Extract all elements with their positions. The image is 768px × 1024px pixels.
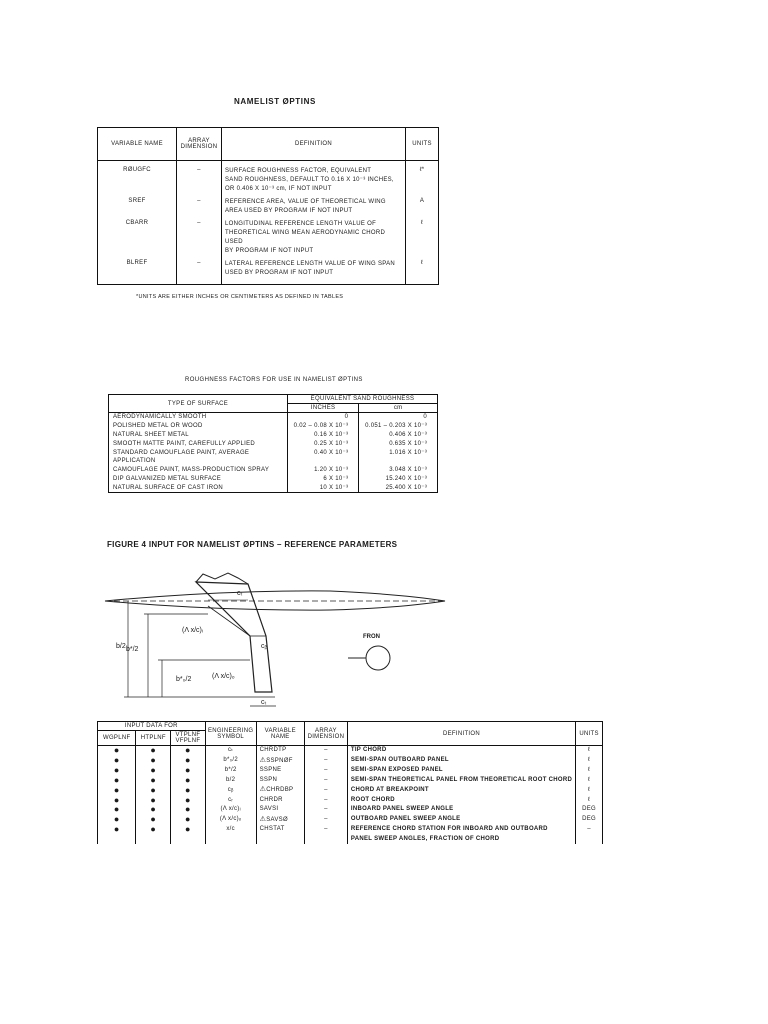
units: ℓ* <box>406 161 439 197</box>
surface-type: AERODYNAMICALLY SMOOTH <box>109 413 288 422</box>
front-view-circle <box>366 646 390 670</box>
surface-type: APPLICATION <box>109 457 288 465</box>
definition <box>222 218 406 258</box>
variable-name <box>256 825 304 835</box>
variable-name <box>256 756 304 767</box>
spacer-cell <box>177 280 222 285</box>
warning-triangle-icon: ⚠ <box>259 815 267 823</box>
col-inches: INCHES <box>288 404 359 413</box>
applies-bullet: ● <box>98 746 136 756</box>
col-definition: DEFINITION <box>347 722 575 746</box>
roughness-inches: 0.16 X 10⁻³ <box>288 430 359 439</box>
applies-bullet <box>98 835 136 845</box>
input-row <box>98 776 603 786</box>
roughness-inches: 0 <box>288 413 359 422</box>
surface-type: CAMOUFLAGE PAINT, MASS-PRODUCTION SPRAY <box>109 465 288 474</box>
variable-name-text: CHSTAT <box>259 826 285 832</box>
applies-bullet <box>171 835 206 845</box>
definition: TIP CHORD <box>347 746 575 756</box>
roughness-cm: 1.016 X 10⁻³ <box>359 448 438 457</box>
roughness-cm: 0 <box>359 413 438 422</box>
variable-name-text: SAVSI <box>259 806 279 812</box>
col-engineering-symbol: ENGINEERING SYMBOL <box>205 722 256 746</box>
roughness-inches <box>288 457 359 465</box>
roughness-cm: 25.400 X 10⁻³ <box>359 483 438 493</box>
variable-name-text: CHRDTP <box>259 747 287 753</box>
definition <box>222 196 406 218</box>
variable-name: CBARR <box>98 218 177 258</box>
variable-name: BLREF <box>98 258 177 280</box>
variable-name-text: SAVSØ <box>266 816 288 823</box>
spacer-cell <box>98 280 177 285</box>
definition: REFERENCE CHORD STATION FOR INBOARD AND OUTBOARD <box>347 825 575 835</box>
engineering-symbol: x/c <box>205 825 256 835</box>
label-bstar2: b*/2 <box>126 646 139 653</box>
roughness-row <box>109 474 438 483</box>
roughness-row <box>109 483 438 493</box>
inboard-edge <box>208 606 250 636</box>
definition: PANEL SWEEP ANGLES, FRACTION OF CHORD <box>347 835 575 845</box>
input-row <box>98 825 603 835</box>
definition: ROOT CHORD <box>347 796 575 806</box>
surface-type: STANDARD CAMOUFLAGE PAINT, AVERAGE <box>109 448 288 457</box>
roughness-inches: 10 X 10⁻³ <box>288 483 359 493</box>
applies-bullet: ● <box>136 776 171 786</box>
label-lambda-i: (Λ x/c)ᵢ <box>182 627 203 634</box>
engineering-symbol: (Λ x/c)ₒ <box>205 815 256 826</box>
roughness-row <box>109 448 438 457</box>
label-front: FRON <box>363 634 380 640</box>
surface-type: NATURAL SHEET METAL <box>109 430 288 439</box>
namelist-row <box>98 196 439 218</box>
col-definition: DEFINITION <box>222 128 406 161</box>
definition-line: SAND ROUGHNESS, DEFAULT TO 0.16 X 10⁻³ INCHES, <box>225 177 394 183</box>
variable-name <box>256 746 304 756</box>
roughness-inches: 0.02 – 0.08 X 10⁻³ <box>288 421 359 430</box>
applies-bullet: ● <box>171 785 206 796</box>
variable-name-text: SSPNØF <box>266 757 293 764</box>
surface-type: DIP GALVANIZED METAL SURFACE <box>109 474 288 483</box>
units: DEG <box>576 805 603 815</box>
col-units: UNITS <box>576 722 603 746</box>
units <box>576 835 603 845</box>
label-lambda-o: (Λ x/c)ₒ <box>212 673 235 680</box>
col-input-data-for: INPUT DATA FOR <box>98 722 206 731</box>
col-array-dimension: ARRAY DIMENSION <box>304 722 347 746</box>
figure-caption: FIGURE 4 INPUT FOR NAMELIST ØPTINS – REFERENCE PARAMETERS <box>107 540 398 549</box>
applies-bullet: ● <box>171 776 206 786</box>
units: ℓ <box>576 766 603 776</box>
input-data-table <box>97 721 603 844</box>
array-dimension: – <box>304 785 347 796</box>
applies-bullet: ● <box>98 756 136 767</box>
engineering-symbol: cᵣ <box>205 796 256 806</box>
fuselage-outline <box>105 591 445 610</box>
variable-name <box>256 805 304 815</box>
table-spacer <box>98 280 439 285</box>
roughness-row <box>109 413 438 422</box>
definition-line: AREA USED BY PROGRAM IF NOT INPUT <box>225 208 353 214</box>
definition-line: SURFACE ROUGHNESS FACTOR, EQUIVALENT <box>225 168 372 174</box>
engineering-symbol: b*/2 <box>205 766 256 776</box>
definition-line: BY PROGRAM IF NOT INPUT <box>225 248 314 254</box>
applies-bullet: ● <box>171 825 206 835</box>
input-row <box>98 756 603 767</box>
roughness-cm: 0.635 X 10⁻³ <box>359 439 438 448</box>
units: A <box>406 196 439 218</box>
surface-type: POLISHED METAL OR WOOD <box>109 421 288 430</box>
namelist-title: NAMELIST ØPTINS <box>234 97 316 106</box>
namelist-row <box>98 161 439 197</box>
definition: SEMI-SPAN OUTBOARD PANEL <box>347 756 575 767</box>
applies-bullet: ● <box>98 785 136 796</box>
input-row <box>98 796 603 806</box>
units: ℓ <box>406 218 439 258</box>
roughness-row <box>109 465 438 474</box>
applies-bullet: ● <box>136 766 171 776</box>
variable-name <box>256 776 304 786</box>
roughness-row <box>109 439 438 448</box>
units: DEG <box>576 815 603 826</box>
roughness-inches: 0.25 X 10⁻³ <box>288 439 359 448</box>
definition: OUTBOARD PANEL SWEEP ANGLE <box>347 815 575 826</box>
array-dimension: – <box>177 196 222 218</box>
warning-triangle-icon: ⚠ <box>259 786 267 793</box>
units: ℓ <box>576 776 603 786</box>
label-b2: b/2 <box>116 643 126 650</box>
variable-name-text: SSPNE <box>259 767 282 773</box>
applies-bullet <box>136 835 171 845</box>
engineering-symbol: b/2 <box>205 776 256 786</box>
definition: SEMI-SPAN THEORETICAL PANEL FROM THEORETICAL ROOT CHORD <box>347 776 575 786</box>
definition: CHORD AT BREAKPOINT <box>347 785 575 796</box>
variable-name: SREF <box>98 196 177 218</box>
roughness-cm: 3.048 X 10⁻³ <box>359 465 438 474</box>
label-bstar-o2: b*₀/2 <box>176 676 192 683</box>
applies-bullet: ● <box>98 815 136 826</box>
array-dimension: – <box>304 746 347 756</box>
label-ct-bottom: cₜ <box>261 699 267 706</box>
roughness-inches: 6 X 10⁻³ <box>288 474 359 483</box>
applies-bullet: ● <box>136 825 171 835</box>
array-dimension: – <box>304 756 347 767</box>
roughness-cm: 0.406 X 10⁻³ <box>359 430 438 439</box>
roughness-row <box>109 430 438 439</box>
variable-name-text: CHRDBP <box>266 787 294 793</box>
units: – <box>576 825 603 835</box>
variable-name-text: CHRDR <box>259 796 283 803</box>
surface-type: SMOOTH MATTE PAINT, CAREFULLY APPLIED <box>109 439 288 448</box>
input-row <box>98 835 603 845</box>
applies-bullet: ● <box>171 815 206 826</box>
units: ℓ <box>576 756 603 767</box>
applies-bullet: ● <box>171 746 206 756</box>
applies-bullet: ● <box>136 785 171 796</box>
applies-bullet: ● <box>171 796 206 806</box>
input-row <box>98 785 603 796</box>
roughness-table <box>108 394 438 493</box>
roughness-inches: 0.40 X 10⁻³ <box>288 448 359 457</box>
units: ℓ <box>576 746 603 756</box>
definition <box>222 258 406 280</box>
array-dimension: – <box>304 825 347 835</box>
engineering-symbol <box>205 835 256 845</box>
engineering-symbol: (Λ x/c)ᵢ <box>205 805 256 815</box>
roughness-cm: 15.240 X 10⁻³ <box>359 474 438 483</box>
col-variable-name: VARIABLE NAME <box>98 128 177 161</box>
roughness-row <box>109 421 438 430</box>
variable-name <box>256 766 304 776</box>
roughness-inches: 1.20 X 10⁻³ <box>288 465 359 474</box>
variable-name <box>256 785 304 796</box>
variable-name <box>256 815 304 826</box>
applies-bullet: ● <box>136 796 171 806</box>
col-variable-name: VARIABLE NAME <box>256 722 304 746</box>
col-wgplnf: WGPLNF <box>98 731 136 746</box>
namelist-row <box>98 218 439 258</box>
variable-name: RØUGFC <box>98 161 177 197</box>
array-dimension: – <box>177 161 222 197</box>
roughness-row <box>109 457 438 465</box>
definition: SEMI-SPAN EXPOSED PANEL <box>347 766 575 776</box>
col-vtplnf: VTPLNF VFPLNF <box>171 731 206 746</box>
definition-line: OR 0.406 X 10⁻³ cm, IF NOT INPUT <box>225 186 332 192</box>
definition-line: THEORETICAL WING MEAN AERODYNAMIC CHORD USED <box>225 230 386 245</box>
input-row <box>98 746 603 756</box>
input-row <box>98 766 603 776</box>
array-dimension: – <box>304 815 347 826</box>
input-data-table-clip <box>97 721 607 873</box>
spacer-cell <box>222 280 406 285</box>
namelist-table <box>97 127 439 285</box>
array-dimension: – <box>177 258 222 280</box>
units: ℓ <box>576 785 603 796</box>
applies-bullet: ● <box>136 815 171 826</box>
warning-triangle-icon: ⚠ <box>259 756 267 764</box>
units: ℓ <box>406 258 439 280</box>
input-row <box>98 805 603 815</box>
engineering-symbol: b*₀/2 <box>205 756 256 767</box>
array-dimension: – <box>304 766 347 776</box>
array-dimension: – <box>304 796 347 806</box>
definition: INBOARD PANEL SWEEP ANGLE <box>347 805 575 815</box>
applies-bullet: ● <box>171 756 206 767</box>
applies-bullet: ● <box>136 746 171 756</box>
array-dimension: – <box>177 218 222 258</box>
definition <box>222 161 406 197</box>
applies-bullet: ● <box>98 776 136 786</box>
applies-bullet: ● <box>171 766 206 776</box>
array-dimension: – <box>304 805 347 815</box>
roughness-title: ROUGHNESS FACTORS FOR USE IN NAMELIST ØPTINS <box>185 377 363 383</box>
wing-planform-diagram <box>100 570 450 710</box>
applies-bullet: ● <box>98 825 136 835</box>
roughness-cm <box>359 457 438 465</box>
col-array-dimension: ARRAY DIMENSION <box>177 128 222 161</box>
variable-name <box>256 796 304 806</box>
spacer-cell <box>406 280 439 285</box>
units-footnote: *UNITS ARE EITHER INCHES OR CENTIMETERS AS DEFINED IN TABLES <box>136 294 344 300</box>
applies-bullet: ● <box>171 805 206 815</box>
array-dimension <box>304 835 347 845</box>
col-cm: cm <box>359 404 438 413</box>
col-type-of-surface: TYPE OF SURFACE <box>109 395 288 413</box>
applies-bullet: ● <box>98 766 136 776</box>
surface-type: NATURAL SURFACE OF CAST IRON <box>109 483 288 493</box>
applies-bullet: ● <box>136 756 171 767</box>
engineering-symbol: cᵦ <box>205 785 256 796</box>
definition-line: LONGITUDINAL REFERENCE LENGTH VALUE OF <box>225 221 377 227</box>
variable-name-text: SSPN <box>259 776 278 783</box>
units: ℓ <box>576 796 603 806</box>
applies-bullet: ● <box>98 805 136 815</box>
variable-name <box>256 835 304 845</box>
label-ct-top: cₜ <box>237 590 243 597</box>
engineering-symbol: cₜ <box>205 746 256 756</box>
col-htplnf: HTPLNF <box>136 731 171 746</box>
definition-line: REFERENCE AREA, VALUE OF THEORETICAL WING <box>225 199 386 205</box>
label-cb: cᵦ <box>261 643 268 650</box>
col-units: UNITS <box>406 128 439 161</box>
namelist-row <box>98 258 439 280</box>
applies-bullet: ● <box>98 796 136 806</box>
col-equivalent-sand-roughness: EQUIVALENT SAND ROUGHNESS <box>288 395 438 404</box>
definition-line: USED BY PROGRAM IF NOT INPUT <box>225 270 334 276</box>
array-dimension: – <box>304 776 347 786</box>
definition-line: LATERAL REFERENCE LENGTH VALUE OF WING SPAN <box>225 261 396 267</box>
input-row <box>98 815 603 826</box>
applies-bullet: ● <box>136 805 171 815</box>
roughness-cm: 0.051 – 0.203 X 10⁻³ <box>359 421 438 430</box>
